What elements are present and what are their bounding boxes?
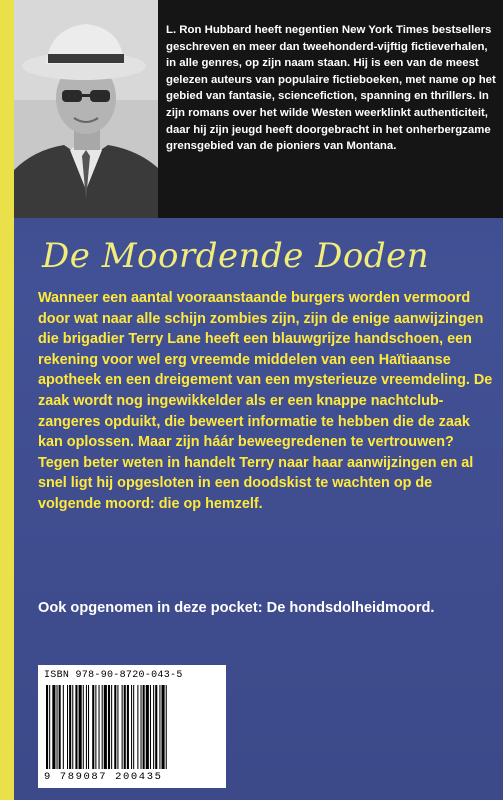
author-panel (14, 0, 503, 218)
author-photo (14, 0, 158, 218)
author-bio: L. Ron Hubbard heeft negentien New York Times bestsellers geschreven en meer dan tweehonderd-vijftig fictieverhalen, in alle genres, op zijn naam staan. Hij is een van de meest gelezen auteurs van populaire fictieboeken, met name op het gebied van fantasie, sciencefiction, spanning en thrillers. In zijn romans over het wilde Westen weerklinkt authenticiteit, daar hij zijn jeugd heeft doorgebracht in het onherbergzame grensgebied van de pioniers van Montana. (166, 24, 496, 153)
barcode-panel (38, 665, 226, 788)
also-included-note: Ook opgenomen in deze pocket: De hondsdolheidmoord. (38, 600, 435, 616)
book-title: De Moordende Doden (42, 236, 430, 276)
isbn-number: ISBN 978-90-8720-043-5 (44, 670, 183, 681)
barcode-icon (44, 685, 220, 771)
book-blurb: Wanneer een aantal vooraanstaande burgers worden vermoord door wat naar alle schijn zombies zijn, zijn de enige aanwijzingen die brigadier Terry Lane heeft een blauwgrijze handschoen, een rekening voor wel erg vreemde middelen van een Haïtiaanse apotheek en een dreigement van een mysterieuze vreemdeling. De zaak wordt nog ingewikkelder als er een knappe nachtclub-zangeres opduikt, die beweert informatie te hebben die de zaak kan oplossen. Maar zijn háár beweegredenen te vertrouwen? Tegen beter weten in handelt Terry naar haar aanwijzingen en al snel ligt hij opgesloten in een doodskist te wachten op de volgende moord: die op hemzelf. (38, 290, 493, 512)
back-cover (14, 0, 503, 800)
ean-number: 9 789087 200435 (44, 771, 163, 783)
author-portrait-icon (14, 0, 158, 218)
